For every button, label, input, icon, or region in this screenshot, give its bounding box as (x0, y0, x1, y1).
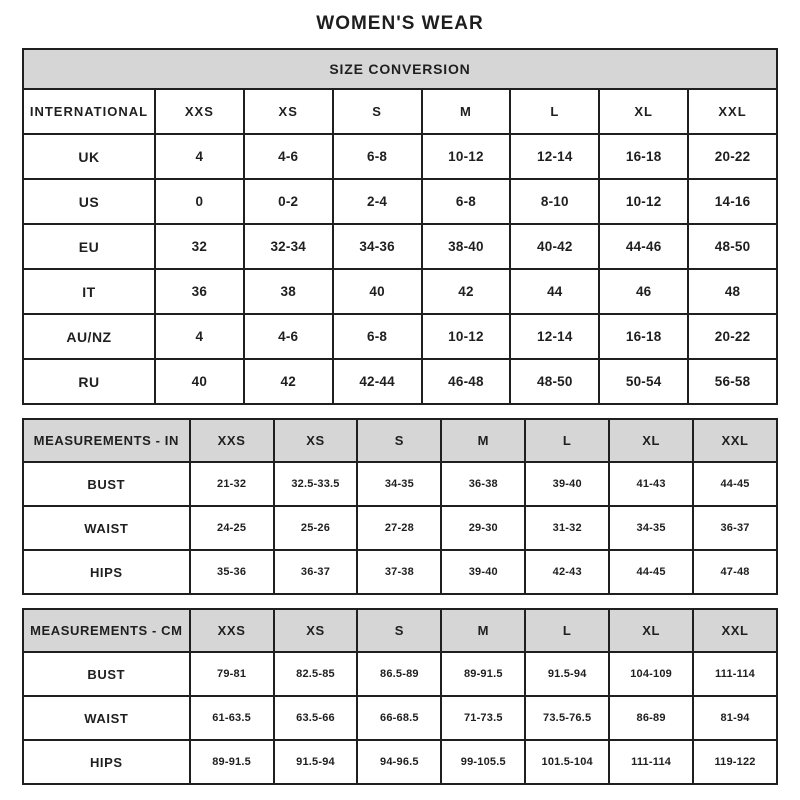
size-value-cell: 8-10 (510, 179, 599, 224)
column-header-xs: XS (274, 609, 358, 652)
size-value-cell: 48-50 (510, 359, 599, 404)
size-value-cell: 42 (244, 359, 333, 404)
size-value-cell: 32.5-33.5 (274, 462, 358, 506)
column-header-xl: XL (599, 89, 688, 134)
size-value-cell: 44-46 (599, 224, 688, 269)
size-value-cell: 63.5-66 (274, 696, 358, 740)
column-header-m: M (441, 419, 525, 462)
size-value-cell: 79-81 (190, 652, 274, 696)
size-value-cell: 101.5-104 (525, 740, 609, 784)
size-value-cell: 27-28 (357, 506, 441, 550)
size-value-cell: 94-96.5 (357, 740, 441, 784)
row-label: UK (23, 134, 155, 179)
size-value-cell: 20-22 (688, 314, 777, 359)
size-conversion-table (22, 48, 778, 405)
table-row (23, 134, 777, 179)
size-value-cell: 42-43 (525, 550, 609, 594)
column-header-l: L (525, 419, 609, 462)
size-value-cell: 99-105.5 (441, 740, 525, 784)
size-value-cell: 36-37 (693, 506, 777, 550)
column-header-xl: XL (609, 419, 693, 462)
size-value-cell: 21-32 (190, 462, 274, 506)
size-value-cell: 12-14 (510, 314, 599, 359)
size-value-cell: 38-40 (422, 224, 511, 269)
size-value-cell: 39-40 (441, 550, 525, 594)
size-value-cell: 38 (244, 269, 333, 314)
column-header-s: S (357, 419, 441, 462)
size-value-cell: 10-12 (599, 179, 688, 224)
size-value-cell: 4 (155, 134, 244, 179)
column-header-xxl: XXL (693, 419, 777, 462)
row-label: EU (23, 224, 155, 269)
row-label: WAIST (23, 696, 190, 740)
column-header-m: M (441, 609, 525, 652)
measurements-cm-table (22, 608, 778, 785)
size-value-cell: 34-35 (357, 462, 441, 506)
size-value-cell: 42 (422, 269, 511, 314)
row-label: HIPS (23, 740, 190, 784)
size-value-cell: 14-16 (688, 179, 777, 224)
size-value-cell: 50-54 (599, 359, 688, 404)
table-row (23, 224, 777, 269)
table-row (23, 506, 777, 550)
column-header-xxs: XXS (190, 609, 274, 652)
size-value-cell: 44 (510, 269, 599, 314)
size-value-cell: 61-63.5 (190, 696, 274, 740)
table-banner: SIZE CONVERSION (23, 49, 777, 89)
size-value-cell: 46-48 (422, 359, 511, 404)
column-header-xl: XL (609, 609, 693, 652)
size-value-cell: 36-37 (274, 550, 358, 594)
size-value-cell: 46 (599, 269, 688, 314)
size-value-cell: 91.5-94 (525, 652, 609, 696)
size-value-cell: 0-2 (244, 179, 333, 224)
column-header-s: S (333, 89, 422, 134)
size-value-cell: 111-114 (693, 652, 777, 696)
size-value-cell: 40 (333, 269, 422, 314)
size-value-cell: 2-4 (333, 179, 422, 224)
size-value-cell: 32 (155, 224, 244, 269)
column-header-xxl: XXL (688, 89, 777, 134)
size-value-cell: 48 (688, 269, 777, 314)
size-value-cell: 4-6 (244, 314, 333, 359)
table-row (23, 652, 777, 696)
table-row (23, 462, 777, 506)
table-row (23, 359, 777, 404)
size-value-cell: 86.5-89 (357, 652, 441, 696)
size-value-cell: 29-30 (441, 506, 525, 550)
column-header-m: M (422, 89, 511, 134)
row-label: HIPS (23, 550, 190, 594)
row-label: IT (23, 269, 155, 314)
measurements-in-table (22, 418, 778, 595)
size-value-cell: 82.5-85 (274, 652, 358, 696)
size-value-cell: 36 (155, 269, 244, 314)
size-value-cell: 111-114 (609, 740, 693, 784)
size-value-cell: 73.5-76.5 (525, 696, 609, 740)
size-value-cell: 91.5-94 (274, 740, 358, 784)
row-label: AU/NZ (23, 314, 155, 359)
size-value-cell: 6-8 (333, 134, 422, 179)
table-label-header: INTERNATIONAL (23, 89, 155, 134)
size-value-cell: 12-14 (510, 134, 599, 179)
column-header-xs: XS (274, 419, 358, 462)
row-label: RU (23, 359, 155, 404)
size-value-cell: 31-32 (525, 506, 609, 550)
size-value-cell: 40-42 (510, 224, 599, 269)
table-label-header: MEASUREMENTS - IN (23, 419, 190, 462)
size-value-cell: 0 (155, 179, 244, 224)
column-header-xxl: XXL (693, 609, 777, 652)
column-header-l: L (510, 89, 599, 134)
size-value-cell: 47-48 (693, 550, 777, 594)
size-value-cell: 10-12 (422, 314, 511, 359)
size-value-cell: 34-36 (333, 224, 422, 269)
size-value-cell: 71-73.5 (441, 696, 525, 740)
page-title: WOMEN'S WEAR (316, 13, 484, 34)
size-value-cell: 40 (155, 359, 244, 404)
size-value-cell: 66-68.5 (357, 696, 441, 740)
column-header-xs: XS (244, 89, 333, 134)
size-value-cell: 36-38 (441, 462, 525, 506)
column-header-s: S (357, 609, 441, 652)
size-value-cell: 25-26 (274, 506, 358, 550)
size-value-cell: 6-8 (422, 179, 511, 224)
column-header-xxs: XXS (190, 419, 274, 462)
size-value-cell: 16-18 (599, 314, 688, 359)
table-row (23, 550, 777, 594)
table-label-header: MEASUREMENTS - CM (23, 609, 190, 652)
table-row (23, 740, 777, 784)
table-row (23, 696, 777, 740)
size-value-cell: 44-45 (609, 550, 693, 594)
table-row (23, 269, 777, 314)
size-value-cell: 41-43 (609, 462, 693, 506)
size-value-cell: 6-8 (333, 314, 422, 359)
size-value-cell: 37-38 (357, 550, 441, 594)
size-value-cell: 89-91.5 (441, 652, 525, 696)
size-value-cell: 104-109 (609, 652, 693, 696)
row-label: BUST (23, 652, 190, 696)
row-label: WAIST (23, 506, 190, 550)
row-label: US (23, 179, 155, 224)
size-value-cell: 24-25 (190, 506, 274, 550)
size-value-cell: 44-45 (693, 462, 777, 506)
size-value-cell: 81-94 (693, 696, 777, 740)
size-value-cell: 20-22 (688, 134, 777, 179)
size-value-cell: 4-6 (244, 134, 333, 179)
size-value-cell: 35-36 (190, 550, 274, 594)
size-value-cell: 39-40 (525, 462, 609, 506)
size-value-cell: 86-89 (609, 696, 693, 740)
size-value-cell: 89-91.5 (190, 740, 274, 784)
size-value-cell: 32-34 (244, 224, 333, 269)
size-value-cell: 119-122 (693, 740, 777, 784)
size-value-cell: 56-58 (688, 359, 777, 404)
size-value-cell: 4 (155, 314, 244, 359)
size-value-cell: 42-44 (333, 359, 422, 404)
column-header-l: L (525, 609, 609, 652)
size-value-cell: 48-50 (688, 224, 777, 269)
size-value-cell: 16-18 (599, 134, 688, 179)
row-label: BUST (23, 462, 190, 506)
size-value-cell: 10-12 (422, 134, 511, 179)
table-row (23, 179, 777, 224)
column-header-xxs: XXS (155, 89, 244, 134)
size-value-cell: 34-35 (609, 506, 693, 550)
table-row (23, 314, 777, 359)
